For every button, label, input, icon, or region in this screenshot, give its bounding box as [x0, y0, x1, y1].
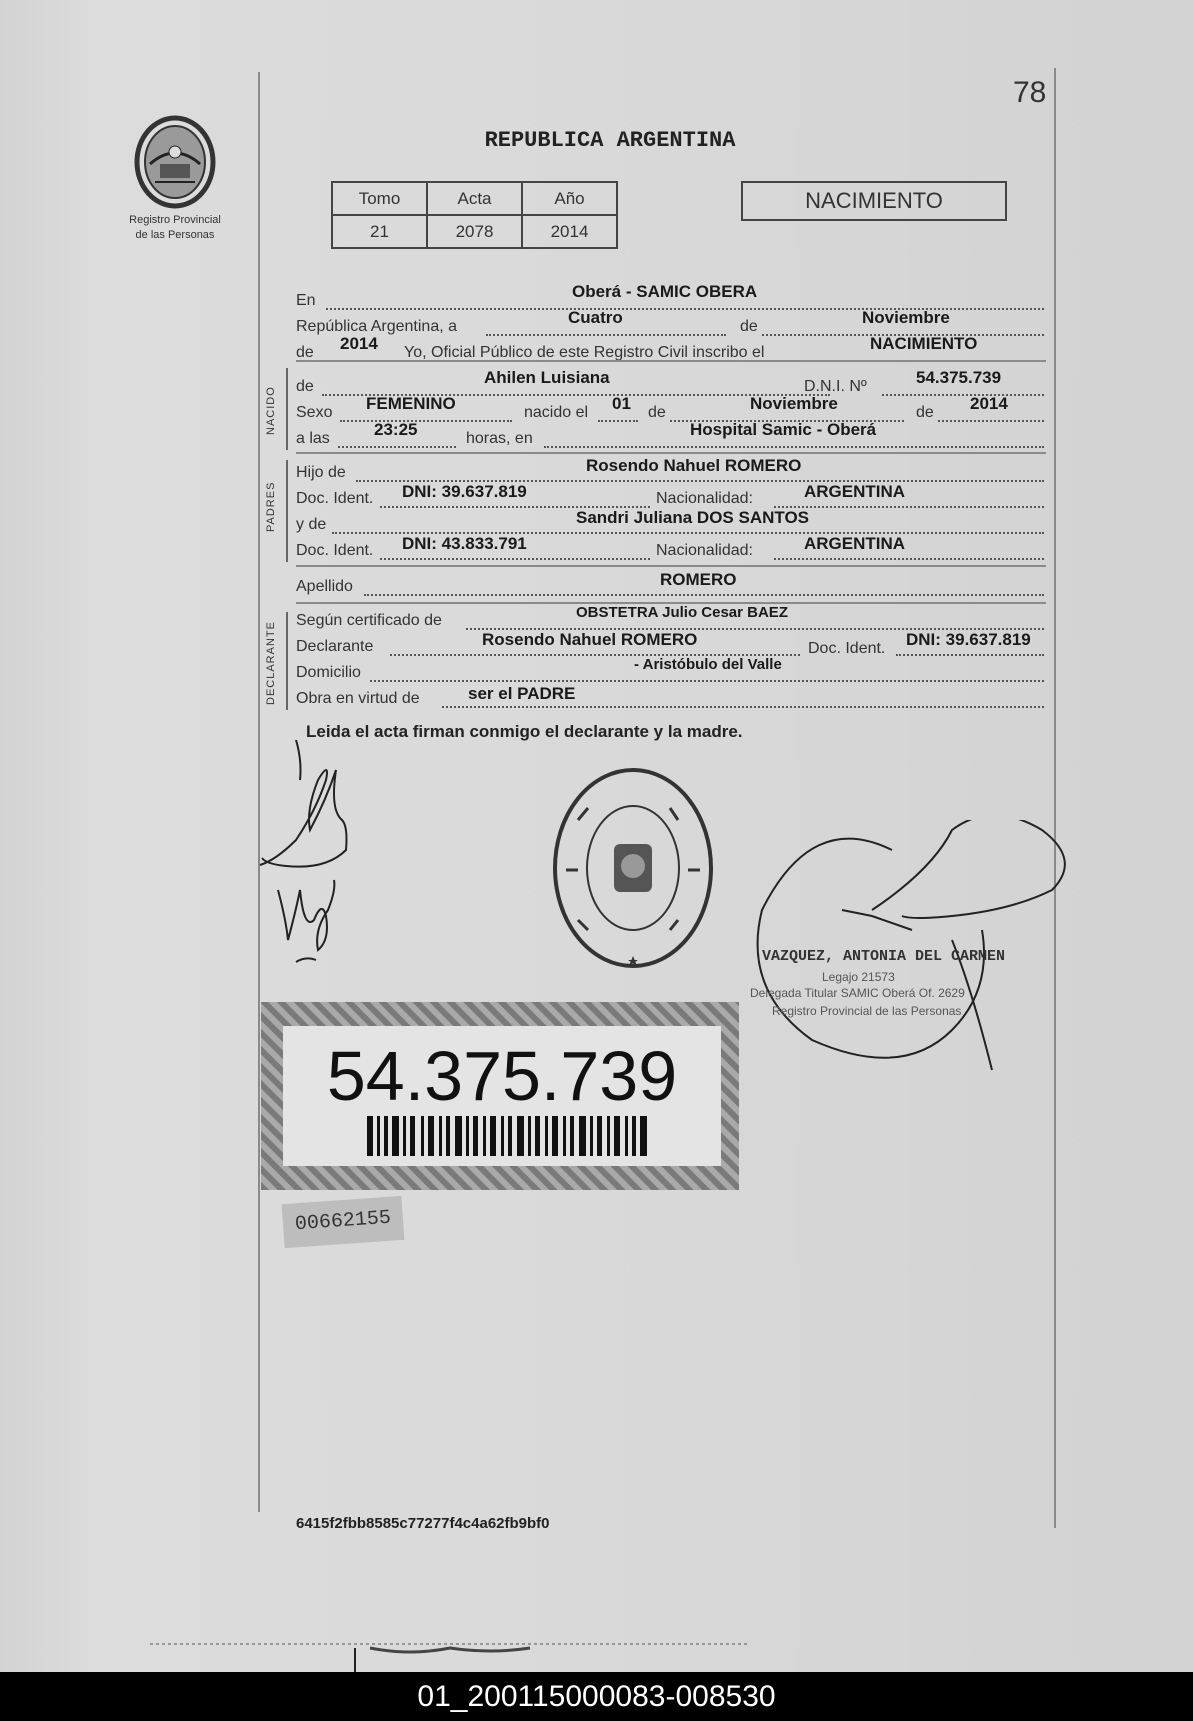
divider: [296, 565, 1046, 567]
crest-caption-line2: de las Personas: [135, 229, 215, 241]
section-label-nacido: NACIDO: [265, 386, 277, 435]
label-father-nat: Nacionalidad:: [656, 490, 753, 507]
registry-value-acta: 2078: [427, 215, 522, 248]
value-father-nat: ARGENTINA: [804, 482, 906, 501]
label-de-month: de: [740, 318, 758, 335]
label-domicilio: Domicilio: [296, 664, 361, 681]
label-declarante-doc: Doc. Ident.: [808, 640, 886, 657]
value-obra: ser el PADRE: [468, 684, 576, 703]
barcode-label: [261, 1002, 739, 1190]
label-birth-de2: de: [916, 404, 934, 421]
declarante-section-rule: [286, 612, 288, 710]
value-sexo: FEMENINO: [366, 394, 456, 413]
label-en: En: [296, 292, 316, 309]
value-hour: 23:25: [374, 420, 418, 439]
value-segun: OBSTETRA Julio Cesar BAEZ: [576, 604, 788, 621]
official-name: VAZQUEZ, ANTONIA DEL CARMEN: [762, 948, 1006, 965]
divider: [296, 360, 1046, 362]
text-oficial: Yo, Oficial Público de este Registro Civil inscribo el: [404, 344, 765, 361]
label-mother-doc: Doc. Ident.: [296, 542, 374, 559]
value-apellido: ROMERO: [660, 570, 737, 589]
registry-value-tomo: 21: [332, 215, 427, 248]
row-obra: [296, 684, 1046, 712]
declarant-signature-icon: [256, 740, 376, 970]
row-domicilio: [296, 656, 1046, 686]
official-seal-icon: [548, 760, 718, 980]
registry-table: [331, 181, 618, 249]
registry-value-row: [332, 215, 617, 248]
label-republica: República Argentina, a: [296, 318, 457, 335]
barcode-bars-icon: [367, 1116, 647, 1156]
label-declarante: Declarante: [296, 638, 374, 655]
value-day: Cuatro: [568, 308, 623, 327]
registry-header-anio: Año: [522, 182, 617, 215]
official-office: Registro Provincial de las Personas: [772, 1004, 962, 1018]
value-father-doc: DNI: 39.637.819: [402, 482, 527, 501]
value-inscribo: NACIMIENTO: [870, 334, 978, 353]
province-crest: [110, 112, 240, 242]
label-father-doc: Doc. Ident.: [296, 490, 374, 507]
section-label-padres: PADRES: [265, 481, 277, 532]
official-signature-block: [752, 820, 1082, 1080]
label-mother-nat: Nacionalidad:: [656, 542, 753, 559]
value-year: 2014: [340, 334, 378, 353]
value-father: Rosendo Nahuel ROMERO: [586, 456, 802, 475]
value-name: Ahilen Luisiana: [484, 368, 610, 387]
value-mother-nat: ARGENTINA: [804, 534, 906, 553]
registry-header-tomo: Tomo: [332, 182, 427, 215]
nacido-section-rule: [286, 368, 288, 450]
label-apellido: Apellido: [296, 578, 353, 595]
control-stamp: [282, 1196, 405, 1248]
scan-footer: 01_200115000083-008530: [0, 1672, 1193, 1721]
value-birth-month: Noviembre: [750, 394, 838, 413]
value-domicilio: - Aristóbulo del Valle: [634, 656, 782, 673]
label-segun: Según certificado de: [296, 612, 442, 629]
control-stamp-number: 00662155: [294, 1206, 392, 1237]
value-place: Hospital Samic - Oberá: [690, 420, 877, 439]
document-type-box: NACIMIENTO: [741, 181, 1007, 221]
label-birth-de: de: [648, 404, 666, 421]
value-mother-doc: DNI: 43.833.791: [402, 534, 527, 553]
value-birth-year: 2014: [970, 394, 1008, 413]
registry-header-row: [332, 182, 617, 215]
official-legajo: Legajo 21573: [822, 970, 895, 984]
value-month: Noviembre: [862, 308, 950, 327]
value-declarante: Rosendo Nahuel ROMERO: [482, 630, 698, 649]
closing-statement: Leida el acta firman conmigo el declarante y la madre.: [306, 722, 743, 741]
label-hijo-de: Hijo de: [296, 464, 346, 481]
row-mother-doc: [296, 534, 1046, 564]
value-mother: Sandri Juliana DOS SANTOS: [576, 508, 810, 527]
country-title: REPUBLICA ARGENTINA: [484, 128, 736, 153]
row-inscription: [296, 334, 1046, 366]
padres-section-rule: [286, 460, 288, 562]
label-y-de: y de: [296, 516, 327, 533]
label-sexo: Sexo: [296, 404, 333, 421]
crest-caption-line1: Registro Provincial: [129, 214, 221, 226]
label-horas-en: horas, en: [466, 430, 533, 447]
official-title: Delegada Titular SAMIC Oberá Of. 2629: [750, 986, 965, 1000]
section-label-declarante: DECLARANTE: [265, 621, 277, 705]
registry-value-anio: 2014: [522, 215, 617, 248]
crest-emblem-icon: [130, 112, 220, 212]
label-obra: Obra en virtud de: [296, 690, 420, 707]
label-nacido-el: nacido el: [524, 404, 589, 421]
underlying-page-edge-icon: [150, 1640, 750, 1672]
value-dni: 54.375.739: [916, 368, 1002, 387]
barcode-number: 54.375.739: [326, 1037, 678, 1115]
value-location: Oberá - SAMIC OBERA: [572, 282, 758, 301]
label-de-name: de: [296, 378, 314, 395]
value-declarante-doc: DNI: 39.637.819: [906, 630, 1031, 649]
divider: [296, 452, 1046, 454]
registry-header-acta: Acta: [427, 182, 522, 215]
document-hash: 6415f2fbb8585c77277f4c4a62fb9bf0: [296, 1515, 550, 1532]
right-margin-line: [1054, 68, 1056, 1528]
barcode-panel: [283, 1026, 721, 1166]
page-number: 78: [1013, 76, 1047, 109]
label-dni: D.N.I. Nº: [804, 378, 867, 395]
label-de-year: de: [296, 344, 314, 361]
value-birth-day: 01: [612, 394, 631, 413]
row-hour-place: [296, 420, 1046, 452]
label-a-las: a las: [296, 430, 330, 447]
row-apellido: [296, 570, 1046, 600]
